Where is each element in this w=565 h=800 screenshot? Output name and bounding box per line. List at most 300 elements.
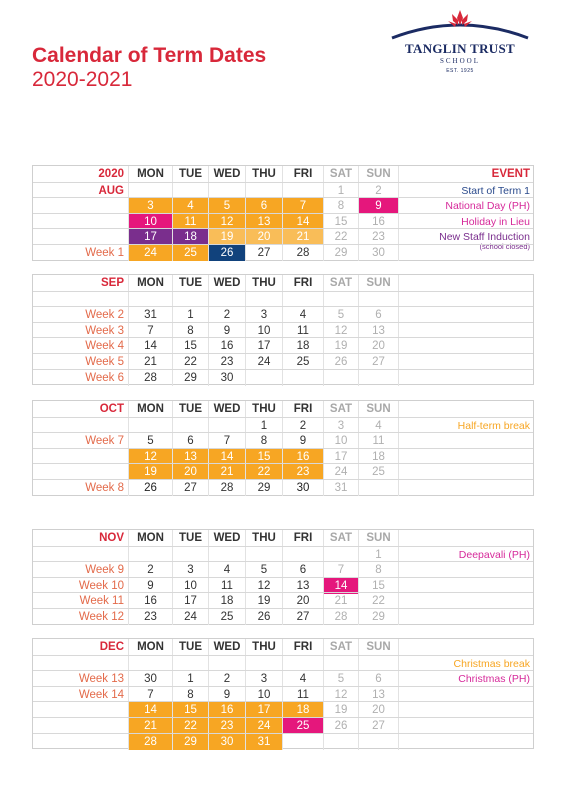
day-cell: 29 (172, 734, 208, 750)
crest-icon (384, 8, 536, 42)
week-label: Week 9 (85, 564, 124, 577)
page-subtitle: 2020-2021 (32, 68, 133, 91)
day-cell (245, 292, 282, 308)
day-cell: 28 (282, 245, 323, 261)
day-cell: 1 (172, 307, 208, 323)
event-label: National Day (PH) (398, 198, 533, 214)
calendar-week-row (33, 546, 533, 563)
week-label: Week 14 (78, 688, 124, 701)
week-label: Week 12 (78, 611, 124, 623)
calendar-week-row (33, 592, 533, 609)
day-cell (172, 547, 208, 563)
day-cell: 4 (208, 562, 245, 578)
month-block-sep (32, 274, 534, 385)
event-label: Half-term break (398, 418, 533, 434)
day-cell: 28 (323, 609, 358, 625)
month-label (33, 656, 128, 672)
day-cell: 19 (128, 464, 172, 480)
day-header-thu: THU (245, 639, 282, 655)
day-cell: 20 (358, 702, 398, 718)
calendar-week-row (33, 670, 533, 687)
logo-established: EST. 1925 (446, 68, 474, 74)
calendar-week-row (33, 244, 533, 261)
day-cell (282, 547, 323, 563)
day-cell (358, 656, 398, 672)
day-cell: 7 (208, 433, 245, 449)
calendar-week-row (33, 463, 533, 480)
day-header-fri: FRI (282, 275, 323, 291)
calendar-week-row (33, 686, 533, 703)
day-cell: 16 (128, 593, 172, 609)
week-label: Week 13 (78, 673, 124, 686)
calendar-week-row (33, 369, 533, 386)
month-block-aug (32, 165, 534, 261)
day-cell: 5 (245, 562, 282, 578)
day-cell: 11 (282, 687, 323, 703)
day-header-thu: THU (245, 166, 282, 182)
event-label (398, 354, 533, 370)
day-header-fri: FRI (282, 530, 323, 546)
day-cell: 20 (172, 464, 208, 480)
month-block-oct (32, 400, 534, 496)
day-cell (358, 734, 398, 750)
day-cell (172, 292, 208, 308)
day-cell: 29 (358, 609, 398, 625)
event-header (398, 401, 533, 417)
day-cell: 5 (323, 671, 358, 687)
month-label: SEP (100, 277, 124, 289)
calendar-week-row (33, 733, 533, 750)
day-cell: 23 (208, 718, 245, 734)
day-cell: 21 (323, 593, 358, 609)
day-cell: 11 (208, 578, 245, 594)
day-cell: 4 (172, 198, 208, 214)
page-title: Calendar of Term Dates (32, 44, 267, 67)
day-cell (245, 183, 282, 199)
day-header-sat: SAT (323, 166, 358, 182)
day-header-sat: SAT (323, 639, 358, 655)
day-cell: 20 (282, 593, 323, 609)
day-cell: 14 (323, 578, 358, 594)
day-cell (323, 370, 358, 386)
day-cell: 30 (208, 370, 245, 386)
day-cell: 16 (358, 214, 398, 230)
day-cell: 15 (323, 214, 358, 230)
day-cell: 13 (172, 449, 208, 465)
day-header-mon: MON (128, 530, 172, 546)
day-cell: 22 (323, 229, 358, 245)
day-cell: 15 (358, 578, 398, 594)
day-cell: 17 (245, 338, 282, 354)
day-cell: 15 (172, 702, 208, 718)
day-cell: 10 (245, 687, 282, 703)
event-label (398, 245, 533, 261)
day-header-sat: SAT (323, 401, 358, 417)
event-label (398, 578, 533, 594)
day-cell: 6 (172, 433, 208, 449)
day-cell: 7 (282, 198, 323, 214)
day-cell: 21 (208, 464, 245, 480)
day-cell: 28 (208, 480, 245, 496)
event-label (398, 464, 533, 480)
day-cell: 8 (358, 562, 398, 578)
day-cell: 14 (208, 449, 245, 465)
day-cell: 12 (323, 687, 358, 703)
day-header-sun: SUN (358, 166, 398, 182)
event-label (398, 323, 533, 339)
day-cell: 21 (128, 718, 172, 734)
day-header-sun: SUN (358, 639, 398, 655)
day-cell (323, 734, 358, 750)
day-cell: 4 (358, 418, 398, 434)
day-cell: 22 (172, 354, 208, 370)
day-header-mon: MON (128, 275, 172, 291)
day-cell: 26 (245, 609, 282, 625)
calendar-week-row (33, 337, 533, 354)
calendar-week-row (33, 561, 533, 578)
day-cell: 19 (245, 593, 282, 609)
calendar-week-row (33, 197, 533, 214)
calendar-week-row (33, 448, 533, 465)
event-label: Christmas break (398, 656, 533, 672)
day-cell: 12 (128, 449, 172, 465)
month-label (33, 718, 128, 734)
day-cell: 18 (282, 702, 323, 718)
day-header-wed: WED (208, 275, 245, 291)
day-cell: 1 (323, 183, 358, 199)
day-cell: 11 (172, 214, 208, 230)
calendar-week-row (33, 353, 533, 370)
day-cell (128, 656, 172, 672)
day-cell: 29 (323, 245, 358, 261)
month-label (33, 198, 128, 214)
day-cell (282, 734, 323, 750)
day-cell: 18 (282, 338, 323, 354)
calendar-week-row (33, 608, 533, 625)
day-cell: 16 (282, 449, 323, 465)
day-header-wed: WED (208, 166, 245, 182)
day-cell (128, 547, 172, 563)
month-label (33, 449, 128, 465)
day-cell: 3 (128, 198, 172, 214)
day-cell (128, 418, 172, 434)
day-cell: 19 (323, 338, 358, 354)
event-label (398, 370, 533, 386)
day-cell: 19 (323, 702, 358, 718)
event-header (398, 530, 533, 546)
event-label: Holiday in Lieu (398, 214, 533, 230)
day-cell (323, 292, 358, 308)
day-header-sat: SAT (323, 275, 358, 291)
calendar-week-row (33, 322, 533, 339)
day-cell: 30 (282, 480, 323, 496)
day-cell: 17 (128, 229, 172, 245)
month-label (33, 214, 128, 230)
day-cell (358, 292, 398, 308)
event-note: (school closed) (479, 242, 530, 251)
event-label: Start of Term 1 (398, 183, 533, 199)
day-cell (208, 547, 245, 563)
day-cell: 26 (323, 718, 358, 734)
day-cell: 4 (282, 671, 323, 687)
day-cell (358, 480, 398, 496)
day-cell: 25 (358, 464, 398, 480)
week-label: Week 7 (85, 435, 124, 448)
month-label (33, 547, 128, 563)
day-cell: 7 (128, 323, 172, 339)
day-cell: 6 (358, 671, 398, 687)
day-cell: 18 (208, 593, 245, 609)
day-cell: 31 (128, 307, 172, 323)
day-cell: 11 (358, 433, 398, 449)
day-cell: 11 (282, 323, 323, 339)
day-cell (282, 292, 323, 308)
day-header-thu: THU (245, 530, 282, 546)
day-cell: 5 (128, 433, 172, 449)
week-label: Week 4 (85, 340, 124, 353)
day-cell: 6 (282, 562, 323, 578)
week-label: Week 5 (85, 356, 124, 368)
day-header-sun: SUN (358, 401, 398, 417)
day-cell: 20 (358, 338, 398, 354)
day-cell: 5 (323, 307, 358, 323)
logo-name: TANGLIN TRUST (405, 41, 515, 56)
day-cell: 24 (323, 464, 358, 480)
day-header-sun: SUN (358, 275, 398, 291)
month-header-row (33, 530, 533, 547)
day-cell: 4 (282, 307, 323, 323)
month-label: 2020 (98, 168, 124, 180)
event-label: Deepavali (PH) (398, 547, 533, 563)
day-cell: 22 (358, 593, 398, 609)
day-cell (245, 370, 282, 386)
day-header-fri: FRI (282, 166, 323, 182)
day-cell: 29 (172, 370, 208, 386)
calendar-week-row (33, 577, 533, 594)
event-label (398, 718, 533, 734)
day-cell: 29 (245, 480, 282, 496)
month-label (33, 734, 128, 750)
day-header-mon: MON (128, 401, 172, 417)
week-label: Week 10 (78, 579, 124, 592)
day-cell: 9 (128, 578, 172, 594)
calendar-week-row (33, 182, 533, 199)
calendar-week-row (33, 655, 533, 672)
day-header-tue: TUE (172, 401, 208, 417)
day-cell: 24 (245, 718, 282, 734)
day-cell: 16 (208, 338, 245, 354)
day-header-tue: TUE (172, 166, 208, 182)
day-header-wed: WED (208, 639, 245, 655)
day-cell (172, 183, 208, 199)
month-label (33, 418, 128, 434)
day-cell: 21 (282, 229, 323, 245)
day-cell: 14 (282, 214, 323, 230)
week-label: Week 8 (85, 482, 124, 494)
day-cell: 18 (358, 449, 398, 465)
day-cell (323, 656, 358, 672)
week-label: Week 11 (79, 595, 124, 608)
day-cell: 15 (245, 449, 282, 465)
event-label: Christmas (PH) (398, 671, 533, 687)
day-cell: 13 (245, 214, 282, 230)
day-cell (282, 183, 323, 199)
day-cell: 3 (172, 562, 208, 578)
day-cell: 25 (282, 718, 323, 734)
calendar-week-row (33, 432, 533, 449)
day-cell: 6 (245, 198, 282, 214)
day-cell: 2 (208, 671, 245, 687)
month-label (33, 292, 128, 308)
day-cell (245, 547, 282, 563)
calendar-week-row (33, 479, 533, 496)
month-header-row (33, 401, 533, 418)
day-cell: 7 (323, 562, 358, 578)
month-header-row (33, 166, 533, 183)
day-cell: 25 (172, 245, 208, 261)
week-label: Week 3 (85, 324, 124, 337)
day-cell: 28 (128, 734, 172, 750)
day-cell: 8 (172, 323, 208, 339)
day-cell: 30 (358, 245, 398, 261)
day-cell: 24 (128, 245, 172, 261)
day-cell: 9 (208, 323, 245, 339)
day-cell: 3 (245, 307, 282, 323)
day-cell: 27 (172, 480, 208, 496)
day-cell: 30 (208, 734, 245, 750)
day-cell: 2 (208, 307, 245, 323)
month-header-row (33, 639, 533, 656)
day-cell: 30 (128, 671, 172, 687)
day-cell: 25 (282, 354, 323, 370)
day-cell: 5 (208, 198, 245, 214)
day-cell (208, 183, 245, 199)
day-header-mon: MON (128, 639, 172, 655)
week-label: Week 1 (85, 247, 124, 259)
day-cell: 17 (172, 593, 208, 609)
day-cell: 1 (172, 671, 208, 687)
day-cell (208, 292, 245, 308)
day-cell: 13 (282, 578, 323, 594)
day-cell: 12 (245, 578, 282, 594)
day-header-fri: FRI (282, 401, 323, 417)
event-label (398, 702, 533, 718)
day-cell: 27 (245, 245, 282, 261)
day-cell: 21 (128, 354, 172, 370)
day-cell: 31 (245, 734, 282, 750)
event-label (398, 292, 533, 308)
day-cell: 23 (208, 354, 245, 370)
day-cell: 26 (323, 354, 358, 370)
day-cell: 23 (128, 609, 172, 625)
day-cell: 20 (245, 229, 282, 245)
day-cell: 2 (358, 183, 398, 199)
day-header-thu: THU (245, 401, 282, 417)
calendar-week-row (33, 417, 533, 434)
day-cell (208, 418, 245, 434)
day-header-mon: MON (128, 166, 172, 182)
day-cell: 1 (358, 547, 398, 563)
event-label: New Staff Induction (398, 229, 533, 245)
day-header-fri: FRI (282, 639, 323, 655)
day-cell (172, 656, 208, 672)
day-cell: 22 (172, 718, 208, 734)
day-cell: 10 (172, 578, 208, 594)
day-cell: 23 (282, 464, 323, 480)
day-header-wed: WED (208, 401, 245, 417)
day-cell: 10 (323, 433, 358, 449)
day-header-tue: TUE (172, 530, 208, 546)
day-cell: 13 (358, 687, 398, 703)
day-cell: 9 (282, 433, 323, 449)
day-cell: 2 (282, 418, 323, 434)
day-cell: 9 (358, 198, 398, 214)
day-cell (128, 292, 172, 308)
event-label (398, 734, 533, 750)
day-cell: 14 (128, 702, 172, 718)
month-label: DEC (99, 641, 124, 653)
day-cell: 22 (245, 464, 282, 480)
school-logo (384, 8, 536, 78)
day-cell: 14 (128, 338, 172, 354)
day-cell: 15 (172, 338, 208, 354)
month-block-nov (32, 529, 534, 625)
day-cell: 8 (245, 433, 282, 449)
day-cell: 3 (245, 671, 282, 687)
day-cell: 6 (358, 307, 398, 323)
month-label (33, 464, 128, 480)
event-label (398, 562, 533, 578)
event-label (398, 609, 533, 625)
day-cell: 12 (208, 214, 245, 230)
day-cell: 1 (245, 418, 282, 434)
day-cell (323, 547, 358, 563)
day-header-tue: TUE (172, 639, 208, 655)
calendar-week-row (33, 306, 533, 323)
day-cell: 24 (245, 354, 282, 370)
month-label: NOV (99, 532, 124, 544)
day-header-tue: TUE (172, 275, 208, 291)
day-cell: 8 (323, 198, 358, 214)
event-label (398, 307, 533, 323)
day-cell (245, 656, 282, 672)
week-label: Week 2 (85, 309, 124, 322)
day-cell: 24 (172, 609, 208, 625)
event-label (398, 433, 533, 449)
event-header: EVENT (398, 166, 533, 182)
event-label (398, 480, 533, 496)
day-cell (208, 656, 245, 672)
day-header-sun: SUN (358, 530, 398, 546)
day-cell: 27 (358, 354, 398, 370)
day-cell: 28 (128, 370, 172, 386)
day-cell: 2 (128, 562, 172, 578)
event-label (398, 593, 533, 609)
day-cell: 27 (282, 609, 323, 625)
day-cell (358, 370, 398, 386)
day-cell: 7 (128, 687, 172, 703)
day-cell: 13 (358, 323, 398, 339)
calendar-week-row (33, 291, 533, 308)
day-header-thu: THU (245, 275, 282, 291)
day-cell: 17 (323, 449, 358, 465)
day-cell: 9 (208, 687, 245, 703)
logo-subtitle: SCHOOL (439, 57, 480, 65)
day-cell: 23 (358, 229, 398, 245)
day-cell: 31 (323, 480, 358, 496)
month-label (33, 229, 128, 245)
day-cell: 18 (172, 229, 208, 245)
